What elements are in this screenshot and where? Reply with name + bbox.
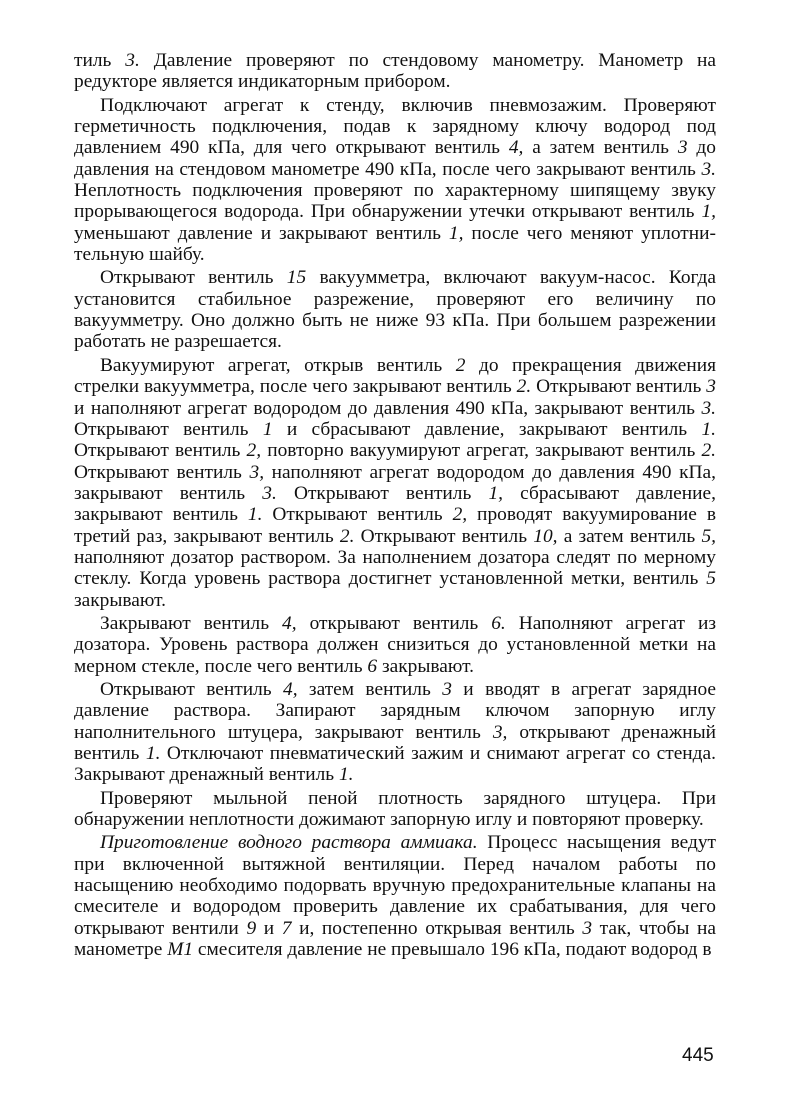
paragraph-2: Подключают агрегат к стенду, включив пневмозажим. Проверяют герметичность подключения, подав к зарядному ключу водород под давлением 490 кПа, для чего открывают вентиль 4, а затем вентиль 3 до давления на стендовом манометре 490 кПа, после чего закрывают вентиль 3. Неплотность подключения проверяют по характерному шипящему звуку прорывающегося водорода. При обнаружении утечки открывают вентиль 1, уменьшают давление и закрывают вентиль 1, после чего меняют уплотнительную шайбу. xyxy=(74,94,716,266)
paragraph-6: Открывают вентиль 4, затем вентиль 3 и вводят в агрегат зарядное давление раствора. Запирают зарядным ключом запорную иглу наполнительного штуцера, закрывают вентиль 3, открывают дренажный вентиль 1. Отключают пневматический зажим и снимают агрегат со стенда. Закрывают дренажный вентиль 1. xyxy=(74,678,717,786)
paragraph-8: Приготовление водного раствора аммиака. Процесс насыщения ведут при включенной вытяжной вентиляции. Перед началом работы по насыщению необходимо подорвать вручную предохранительные клапаны на смесителе и водородом проверить давление их срабатывания, для чего открывают вентили 9 и 7 и, постепенно открывая вентиль 3 так, чтобы на манометре M1 смесителя давление не превышало 196 кПа, подают водород в xyxy=(74,832,717,961)
page-body xyxy=(74,50,716,962)
page-number: 445 xyxy=(682,1045,714,1066)
paragraph-3: Открывают вентиль 15 вакуумметра, включают вакуум-насос. Когда установится стабильное разрежение, проверяют его величину по вакуумметру. Оно должно быть не ниже 93 кПа. При большем разрежении работать не разрешается. xyxy=(74,267,716,353)
paragraph-7: Проверяют мыльной пеной плотность зарядного штуцера. При обнаружении неплотности дожимают запорную иглу и повторяют проверку. xyxy=(74,787,716,831)
paragraph-5: Закрывают вентиль 4, открывают вентиль 6. Наполняют агрегат из дозатора. Уровень раствора должен снизиться до установленной метки на мерном стекле, после чего вентиль 6 закрывают. xyxy=(74,612,716,677)
paragraph-4: Вакуумируют агрегат, открыв вентиль 2 до прекращения движения стрелки вакуумметра, после чего закрывают вентиль 2. Открывают вентиль 3 и наполняют агрегат водородом до давления 490 кПа, закрывают вентиль 3. Открывают вентиль 1 и сбрасывают давление, закрывают вентиль 1. Открывают вентиль 2, повторно вакуумируют агрегат, закрывают вентиль 2. Открывают вентиль 3, наполняют агрегат водородом до давления 490 кПа, закрывают вентиль 3. Открывают вентиль 1, сбрасывают давление, закрывают вентиль 1. Открывают вентиль 2, проводят вакуумирование в третий раз, закрывают вентиль 2. Открывают вентиль 10, а затем вентиль 5, наполняют дозатор раствором. За наполнением дозатора следят по мерному стеклу. Когда уровень раствора достигнет установленной метки, вентиль 5 закрывают. xyxy=(74,354,716,611)
paragraph-1: тиль 3. Давление проверяют по стендовому манометру. Манометр на редукторе является индикаторным прибором. xyxy=(74,50,717,93)
